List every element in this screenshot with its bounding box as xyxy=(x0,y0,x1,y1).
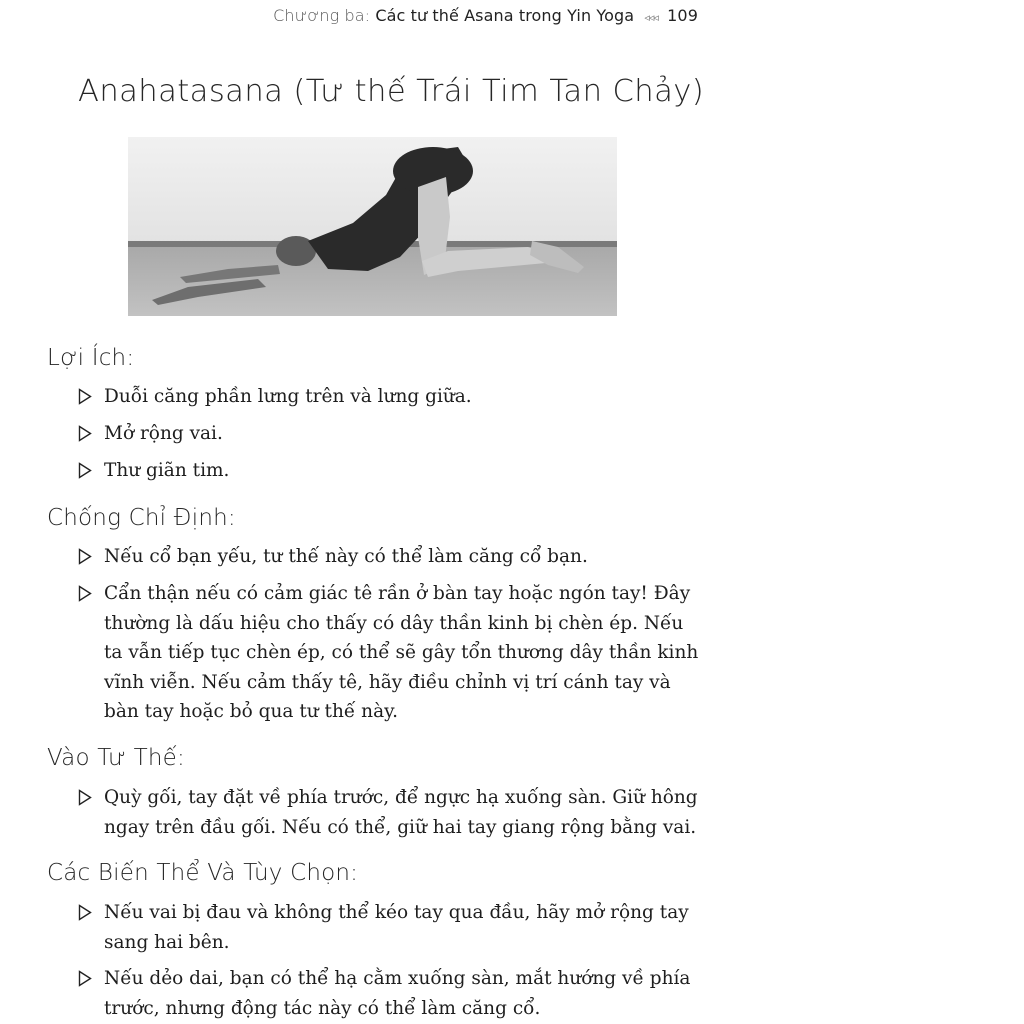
entering-text: Quỳ gối, tay đặt về phía trước, để ngực hạ xuống sàn. Giữ hông ngay trên đầu gối. Nếu có thể, giữ hai tay giang rộng bằng vai. xyxy=(104,787,698,838)
contraindication-text: Nếu cổ bạn yếu, tư thế này có thể làm căng cổ bạn. xyxy=(104,546,588,567)
benefits-heading: Lợi Ích: xyxy=(47,345,135,371)
chapter-topic: Các tư thế Asana trong Yin Yoga xyxy=(375,6,635,25)
list-item xyxy=(78,542,718,572)
list-item xyxy=(78,382,718,412)
benefit-text: Thư giãn tim. xyxy=(104,460,230,481)
list-item xyxy=(78,419,718,449)
list-item xyxy=(78,456,718,486)
list-item xyxy=(78,579,718,727)
triangle-right-outline-icon xyxy=(78,462,92,479)
triangle-right-outline-icon xyxy=(78,904,92,921)
triangle-right-outline-icon xyxy=(78,970,92,987)
list-item xyxy=(78,964,718,1023)
benefit-text: Mở rộng vai. xyxy=(104,423,223,444)
triangle-right-outline-icon xyxy=(78,425,92,442)
page-marker-icon: ◃◃◃ xyxy=(644,11,658,24)
pose-photo xyxy=(128,137,617,316)
chapter-label: Chương ba: xyxy=(273,6,371,25)
list-item xyxy=(78,898,718,957)
page-number: 109 xyxy=(667,6,698,25)
running-header xyxy=(273,6,698,25)
benefit-text: Duỗi căng phần lưng trên và lưng giữa. xyxy=(104,386,472,407)
triangle-right-outline-icon xyxy=(78,548,92,565)
variation-text: Nếu dẻo dai, bạn có thể hạ cằm xuống sàn, mắt hướng về phía trước, nhưng động tác này có thể làm căng cổ. xyxy=(104,968,691,1019)
variations-heading: Các Biến Thể Và Tùy Chọn: xyxy=(47,860,359,886)
contraindication-text: Cẩn thận nếu có cảm giác tê rần ở bàn tay hoặc ngón tay! Đây thường là dấu hiệu cho thấy có dây thần kinh bị chèn ép. Nếu ta vẫn tiếp tục chèn ép, có thể sẽ gây tổn thương dây thần kinh vĩnh viễn. Nếu cảm thấy tê, hãy điều chỉnh vị trí cánh tay và bàn tay hoặc bỏ qua tư thế này. xyxy=(104,583,699,722)
contraindications-heading: Chống Chỉ Định: xyxy=(47,505,236,531)
triangle-right-outline-icon xyxy=(78,388,92,405)
entering-pose-heading: Vào Tư Thế: xyxy=(47,745,185,771)
triangle-right-outline-icon xyxy=(78,789,92,806)
list-item xyxy=(78,783,718,842)
variation-text: Nếu vai bị đau và không thể kéo tay qua đầu, hãy mở rộng tay sang hai bên. xyxy=(104,902,689,953)
page-title: Anahatasana (Tư thế Trái Tim Tan Chảy) xyxy=(78,74,705,109)
triangle-right-outline-icon xyxy=(78,585,92,602)
